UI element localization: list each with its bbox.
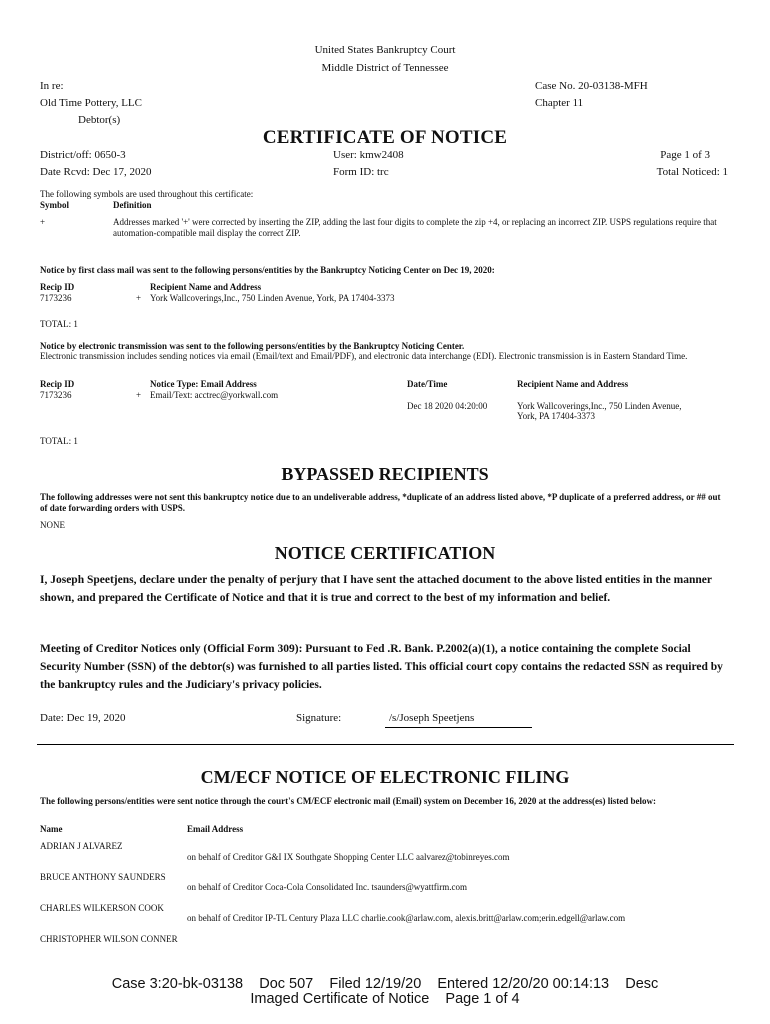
bypassed-title: BYPASSED RECIPIENTS bbox=[281, 464, 489, 484]
chapter: Chapter 11 bbox=[535, 97, 584, 109]
page-count: Page 1 of 3 bbox=[660, 149, 710, 161]
definition-column-header: Definition bbox=[113, 200, 152, 210]
electronic-notice-heading: Notice by electronic transmission was sent to the following persons/entities by the Bankruptcy Noticing Center. bbox=[40, 341, 465, 351]
notice-type-header: Notice Type: Email Address bbox=[150, 379, 257, 389]
cmecf-entry-name: CHRISTOPHER WILSON CONNER bbox=[40, 934, 178, 944]
electronic-total: TOTAL: 1 bbox=[40, 436, 78, 446]
electronic-recip-line1: York Wallcoverings,Inc., 750 Linden Avenue, bbox=[517, 401, 682, 411]
mail-recip-address: York Wallcoverings,Inc., 750 Linden Avenue, York, PA 17404-3373 bbox=[150, 293, 395, 303]
case-number: Case No. 20-03138-MFH bbox=[535, 80, 648, 92]
electronic-recip-line2: York, PA 17404-3373 bbox=[517, 411, 596, 421]
section-divider bbox=[37, 744, 734, 745]
mail-notice-heading: Notice by first class mail was sent to the following persons/entities by the Bankruptcy Noticing Center on Dec 19, 2020: bbox=[40, 265, 495, 275]
bypassed-none: NONE bbox=[40, 520, 65, 530]
electronic-recip-id-header: Recip ID bbox=[40, 379, 75, 389]
cmecf-entry-name: CHARLES WILKERSON COOK bbox=[40, 903, 164, 913]
cmecf-entry-detail: on behalf of Creditor IP-TL Century Plaza LLC charlie.cook@arlaw.com, alexis.britt@arlaw.com;erin.edgell@arlaw.com bbox=[187, 913, 626, 923]
bypassed-text: The following addresses were not sent this bankruptcy notice due to an undeliverable address, *duplicate of an address listed above, *P duplicate of a preferred address, or ## out of date forwarding orders with USPS. bbox=[40, 492, 721, 513]
electronic-recip-name-header: Recipient Name and Address bbox=[517, 379, 629, 389]
mail-recip-name-header: Recipient Name and Address bbox=[150, 282, 262, 292]
cmecf-title: CM/ECF NOTICE OF ELECTRONIC FILING bbox=[200, 767, 570, 787]
filing-stamp-line2: Imaged Certificate of Notice Page 1 of 4 bbox=[250, 991, 520, 1007]
certification-declaration: I, Joseph Speetjens, declare under the penalty of perjury that I have sent the attached document to the above listed entities in the manner shown, and prepared the Certificate of Notice and that it is true and correct to the best of my information and belief. bbox=[40, 574, 712, 604]
filing-stamp-line1: Case 3:20-bk-03138 Doc 507 Filed 12/19/20 Entered 12/20/20 00:14:13 Desc bbox=[111, 976, 659, 992]
electronic-description: Electronic transmission includes sending notices via email (Email/text and Email/PDF), and electronic data interchange (EDI). Electronic transmission is in Eastern Standard Time. bbox=[40, 351, 688, 361]
mail-total: TOTAL: 1 bbox=[40, 319, 78, 329]
mail-marker: + bbox=[136, 293, 142, 303]
electronic-marker: + bbox=[136, 390, 142, 400]
user-id: User: kmw2408 bbox=[333, 149, 404, 161]
signature-line bbox=[385, 727, 532, 728]
certification-ssn-statement: Meeting of Creditor Notices only (Official Form 309): Pursuant to Fed .R. Bank. P.2002(a)(1), a notice containing the complete Social Security Number (SSN) of the debtor(s) was furnished to all parties listed. This official court copy contains the redacted SSN as required by the bankruptcy rules and the Judiciary's privacy policies. bbox=[40, 643, 723, 691]
certification-title: NOTICE CERTIFICATION bbox=[274, 543, 496, 563]
cmecf-entry-name: ADRIAN J ALVAREZ bbox=[40, 841, 123, 851]
cmecf-email-header: Email Address bbox=[187, 824, 244, 834]
certification-date: Date: Dec 19, 2020 bbox=[40, 712, 126, 724]
symbol-column-header: Symbol bbox=[40, 200, 70, 210]
court-district: Middle District of Tennessee bbox=[321, 62, 449, 74]
plus-definition: Addresses marked '+' were corrected by inserting the ZIP, adding the last four digits to complete the zip +4, or replacing an incorrect ZIP. USPS regulations require that automation-compatible mail display the correct ZIP. bbox=[113, 217, 717, 238]
certificate-title: CERTIFICATE OF NOTICE bbox=[262, 127, 508, 148]
plus-symbol: + bbox=[40, 217, 46, 227]
date-time-header: Date/Time bbox=[407, 379, 448, 389]
form-id: Form ID: trc bbox=[333, 166, 389, 178]
signature-label: Signature: bbox=[296, 712, 342, 724]
symbols-intro: The following symbols are used throughout this certificate: bbox=[40, 189, 254, 199]
district-office: District/off: 0650-3 bbox=[40, 149, 126, 161]
court-name: United States Bankruptcy Court bbox=[314, 44, 456, 56]
cmecf-name-header: Name bbox=[40, 824, 63, 834]
debtor-label: Debtor(s) bbox=[78, 114, 121, 126]
electronic-email: Email/Text: acctrec@yorkwall.com bbox=[150, 390, 279, 400]
total-noticed: Total Noticed: 1 bbox=[656, 166, 728, 178]
date-received: Date Rcvd: Dec 17, 2020 bbox=[40, 166, 152, 178]
cmecf-entry-name: BRUCE ANTHONY SAUNDERS bbox=[40, 872, 166, 882]
debtor-name: Old Time Pottery, LLC bbox=[40, 97, 142, 109]
cmecf-intro: The following persons/entities were sent notice through the court's CM/ECF electronic mail (Email) system on December 16, 2020 at the address(es) listed below: bbox=[40, 796, 657, 806]
mail-recip-id-header: Recip ID bbox=[40, 282, 75, 292]
cmecf-entry-detail: on behalf of Creditor G&I IX Southgate Shopping Center LLC aalvarez@tobinreyes.com bbox=[187, 852, 510, 862]
in-re-label: In re: bbox=[40, 80, 64, 92]
electronic-datetime: Dec 18 2020 04:20:00 bbox=[407, 401, 488, 411]
electronic-recip-id: 7173236 bbox=[40, 390, 72, 400]
cmecf-entry-detail: on behalf of Creditor Coca-Cola Consolidated Inc. tsaunders@wyattfirm.com bbox=[187, 882, 467, 892]
mail-recip-id: 7173236 bbox=[40, 293, 72, 303]
signature: /s/Joseph Speetjens bbox=[389, 712, 475, 724]
